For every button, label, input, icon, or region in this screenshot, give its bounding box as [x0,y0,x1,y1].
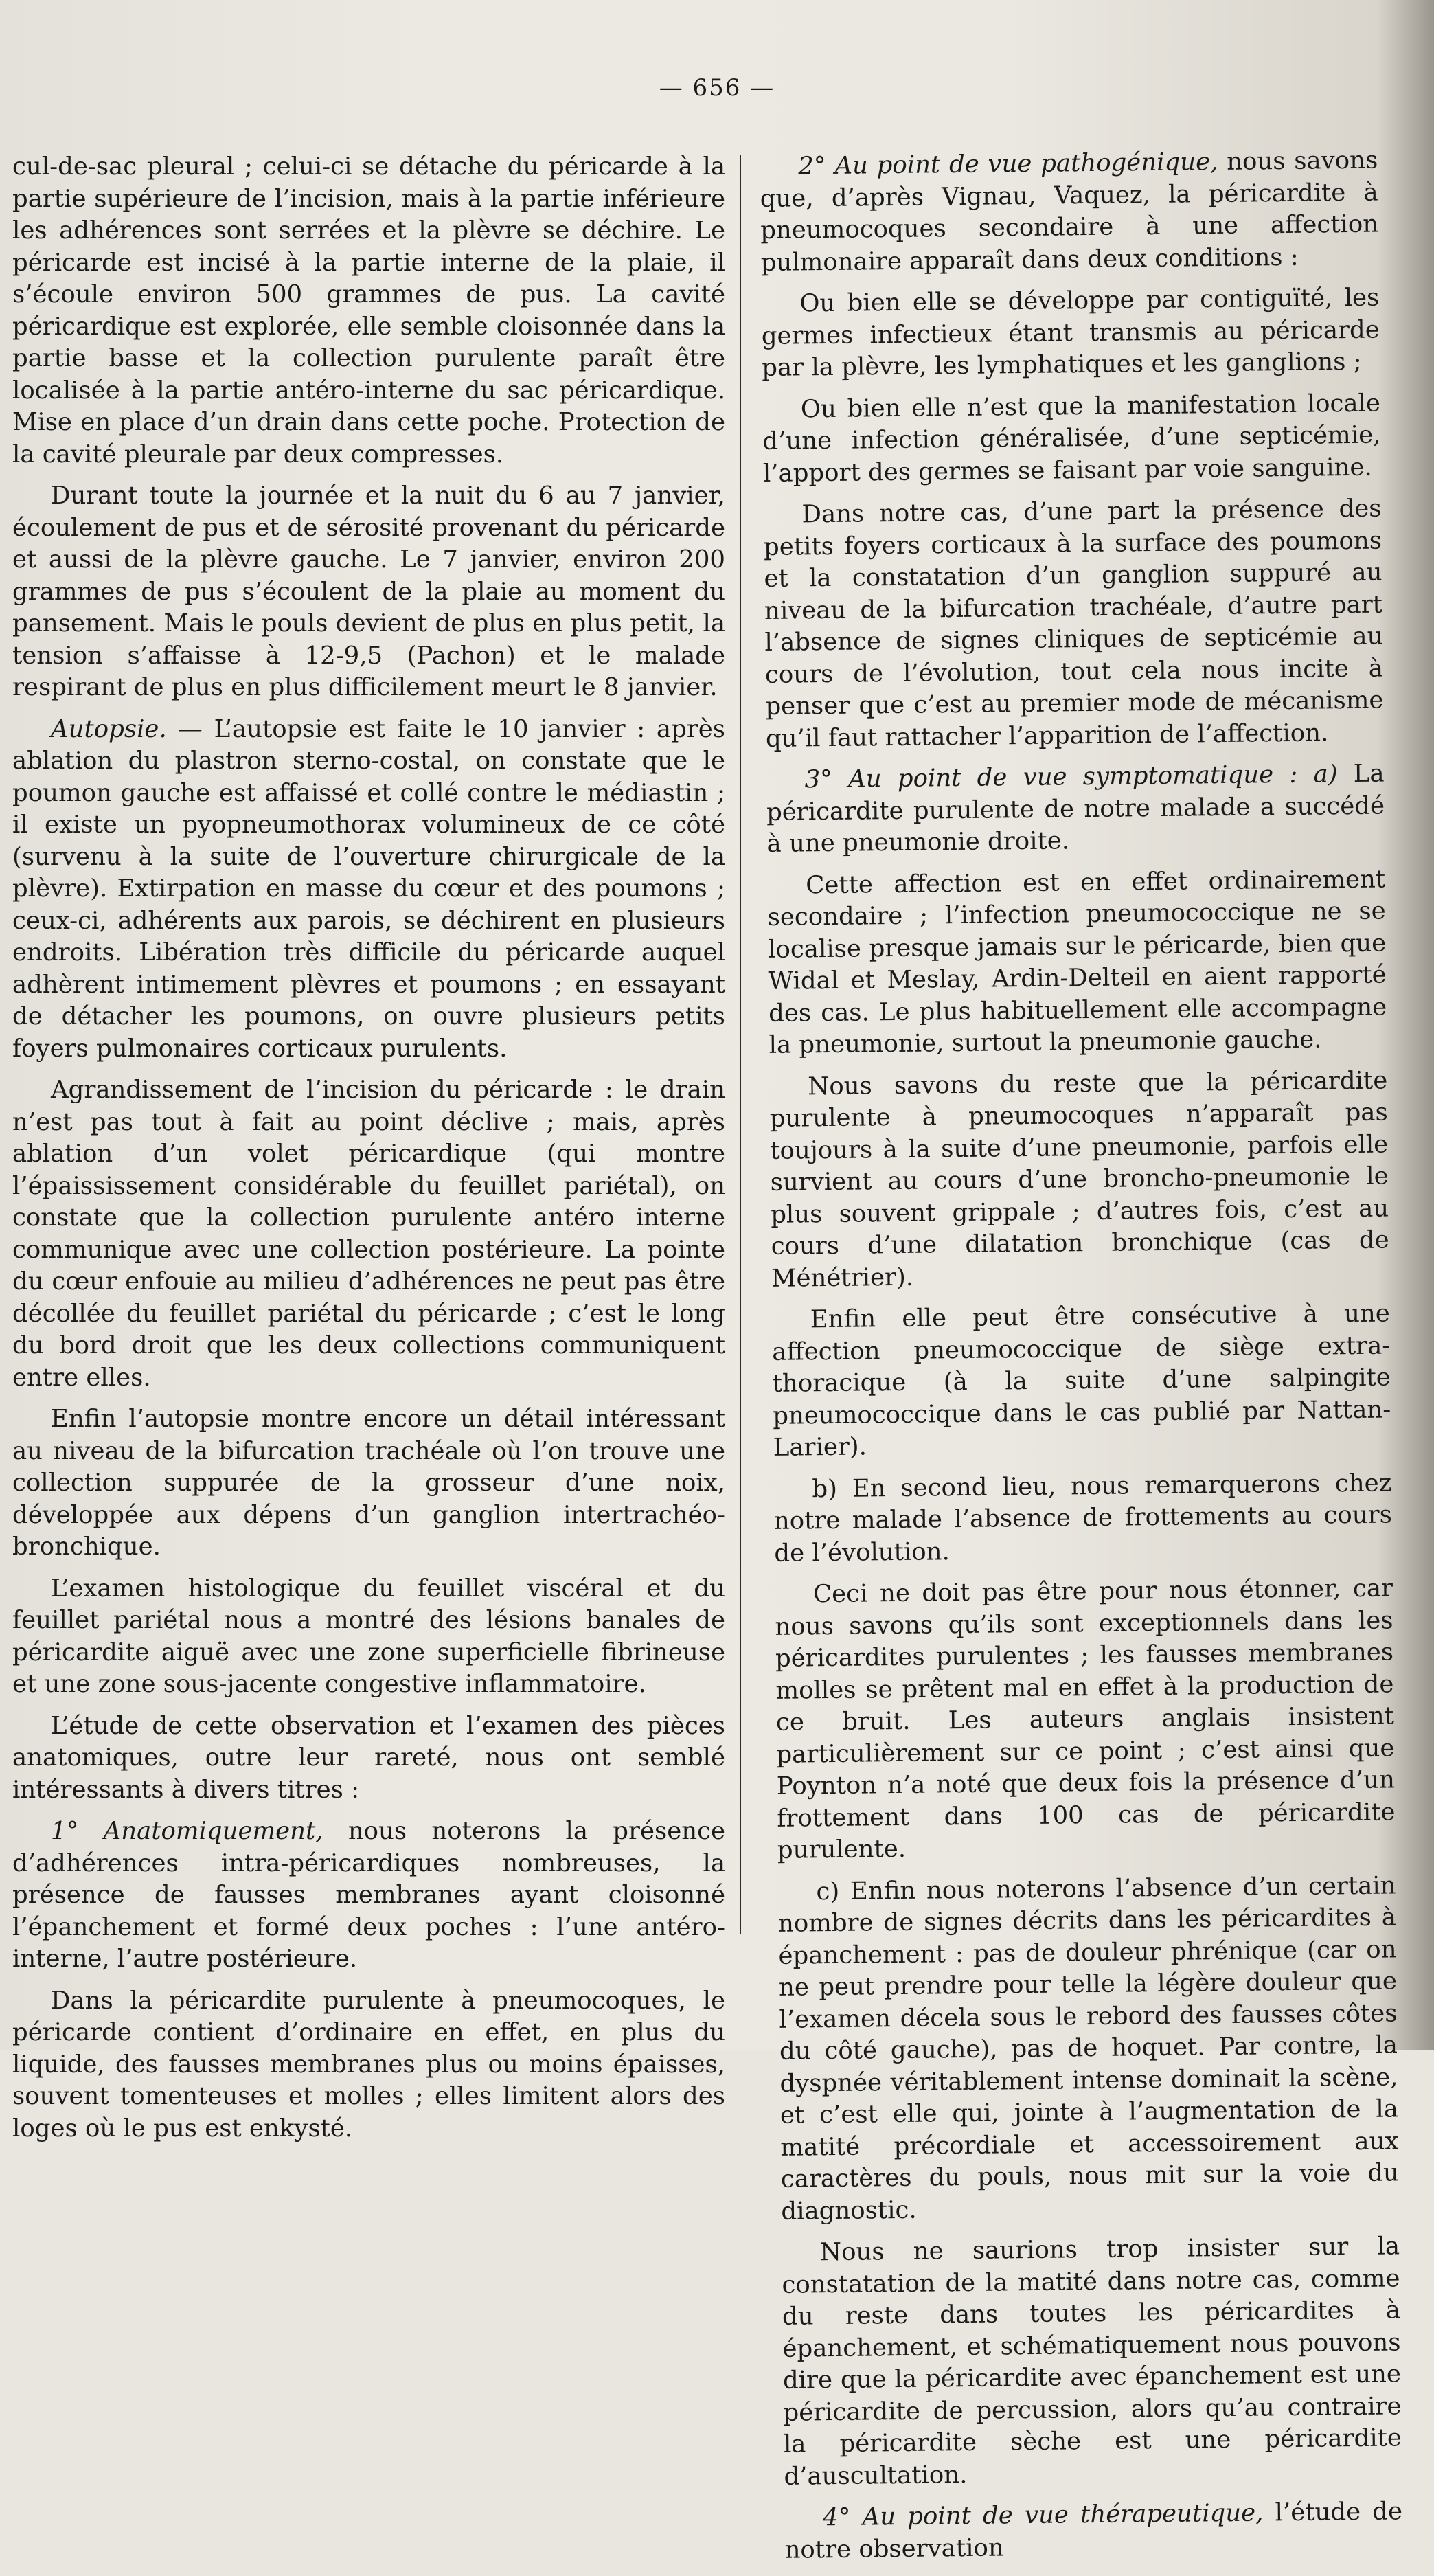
paragraph: Autopsie. — L’autopsie est faite le 10 janvier : après ablation du plastron sterno-costal, on constate que le poumon gauche est affaissé et collé contre le médiastin ; il existe un pyopneumothorax volumineux de ce côté (survenu à la suite de l’ouverture chirurgicale de la plèvre). Extirpation en masse du cœur et des poumons ; ceux-ci, adhérents aux parois, se déchirent en plusieurs endroits. Libération très difficile du péricarde auquel adhèrent intimement plèvres et poumons ; en essayant de détacher les poumons, on ouvre plusieurs petits foyers pulmonaires corticaux purulents. [12,714,726,1063]
paragraph: 3° Au point de vue symptomatique : a) La péricardite purulente de notre malade a succédé à une pneumonie droite. [766,759,1385,858]
paragraph: Agrandissement de l’incision du péricarde : le drain n’est pas tout à fait au point déclive ; mais, après ablation d’un volet péricardique (qui montre l’épaississement considérable du feuillet pariétal), on constate que la collection purulente antéro interne communique avec une collection postérieure. La pointe du cœur enfouie au milieu d’adhérences ne peut pas être décollée du feuillet pariétal du péricarde ; c’est le long du bord droit que les deux collections communiquent entre elles. [12,1076,725,1392]
paragraph: b) En second lieu, nous remarquerons chez notre malade l’absence de frottements au cours de l’évolution. [773,1468,1393,1568]
right-column [760,145,1403,2576]
section-lead: 2° Au point de vue pathogénique, [798,148,1218,181]
page-number: — 656 — [659,74,775,102]
paragraph: Dans notre cas, d’une part la présence des petits foyers corticaux à la surface des poumons et la constatation d’un ganglion suppuré au niveau de la bifurcation trachéale, d’autre part l’absence de signes cliniques de septicémie au cours de l’évolution, tout cela nous incite à penser que c’est au premier mode de mécanisme qu’il faut rattacher l’apparition de l’affection. [763,494,1384,753]
paragraph: 1° Anatomiquement, nous noterons la présence d’adhérences intra-péricardiques nombreuses, la présence de fausses membranes ayant cloisonné l’épanchement et formé deux poches : l’une antéro-interne, l’autre postérieure. [12,1817,725,1973]
section-lead: 4° Au point de vue thérapeutique, [822,2498,1264,2532]
paragraph: 4° Au point de vue thérapeutique, l’étude de notre observation [784,2497,1403,2564]
paragraph: L’étude de cette observation et l’examen des pièces anatomiques, outre leur rareté, nous ont semblé intéressants à divers titres : [12,1711,725,1804]
paragraph: Ou bien elle se développe par contiguïté, les germes infectieux étant transmis au péricarde par la plèvre, les lymphatiques et les ganglions ; [761,283,1380,382]
section-lead: Autopsie. — [51,714,203,743]
paragraph: L’examen histologique du feuillet viscéral et du feuillet pariétal nous a montré des lésions banales de péricardite aiguë avec une zone superficielle fibrineuse et une zone sous-jacente congestive inflammatoire. [12,1574,725,1698]
paragraph: Enfin elle peut être consécutive à une affection pneumococcique de siège extra-thoracique (à la suite d’une salpingite pneumococcique dans le cas publié par Nattan-Larier). [772,1299,1391,1462]
paragraph: Dans la péricardite purulente à pneumocoques, le péricarde contient d’ordinaire en effet, en plus du liquide, des fausses membranes plus ou moins épaisses, souvent tomenteuses et molles ; elles limitent alors des loges où le pus est enkysté. [12,1986,725,2143]
paragraph: Cette affection est en effet ordinairement secondaire ; l’infection pneumococcique ne se localise presque jamais sur le péricarde, bien que Widal et Meslay, Ardin-Delteil en aient rapporté des cas. Le plus habituellement elle accompagne la pneumonie, surtout la pneumonie gauche. [767,865,1387,1059]
paragraph: Ceci ne doit pas être pour nous étonner, car nous savons qu’ils sont exceptionnels dans les péricardites purulentes ; les fausses membranes molles se prêtent mal en effet à la production de ce bruit. Les auteurs anglais insistent particulièrement sur ce point ; c’est ainsi que Poynton n’a noté que deux fois la présence d’un frottement dans 100 cas de péricardite purulente. [775,1574,1396,1864]
paragraph: c) Enfin nous noterons l’absence d’un certain nombre de signes décrits dans les péricardites à épanchement : pas de douleur phrénique (car on ne peut prendre pour telle la légère douleur que l’examen décela sous le rebord des fausses côtes du côté gauche), pas de hoquet. Par contre, la dyspnée véritablement intense dominait la scène, et c’est elle qui, jointe à l’augmentation de la matité précordiale et accessoirement aux caractères du pouls, nous mit sur la voie du diagnostic. [777,1871,1400,2226]
paragraph: cul-de-sac pleural ; celui-ci se détache du péricarde à la partie supérieure de l’incision, mais à la partie inférieure les adhérences sont serrées et la plèvre se déchire. Le péricarde est incisé à la partie interne de la plaie, il s’écoule environ 500 grammes de pus. La cavité péricardique est explorée, elle semble cloisonnée dans la partie basse et la collection purulente paraît être localisée à la partie antéro-interne du sac péricardique. Mise en place d’un drain dans cette poche. Protection de la cavité pleurale par deux compresses. [12,152,725,468]
left-column [12,151,725,2154]
paragraph: Enfin l’autopsie montre encore un détail intéressant au niveau de la bifurcation trachéale où l’on trouve une collection suppurée de la grosseur d’une noix, développée aux dépens d’un ganglion intertrachéo-bronchique. [12,1405,725,1561]
paragraph: Ou bien elle n’est que la manifestation locale d’une infection généralisée, d’une septicémie, l’apport des germes se faisant par voie sanguine. [762,389,1381,488]
section-lead: 1° Anatomiquement, [51,1817,323,1845]
paragraph: Nous savons du reste que la péricardite purulente à pneumocoques n’apparaît pas toujours à la suite d’une pneumonie, parfois elle survient au cours d’une broncho-pneumonie le plus souvent grippale ; d’autres fois, c’est au cours d’une dilatation bronchique (cas de Ménétrier). [769,1066,1389,1293]
paragraph: Durant toute la journée et la nuit du 6 au 7 janvier, écoulement de pus et de sérosité provenant du péricarde et aussi de la plèvre gauche. Le 7 janvier, environ 200 grammes de pus s’écoulent de la plaie au moment du pansement. Mais le pouls devient de plus en plus petit, la tension s’affaisse à 12-9,5 (Pachon) et le malade respirant de plus en plus difficilement meurt le 8 janvier. [12,482,725,701]
paragraph: Nous ne saurions trop insister sur la constatation de la matité dans notre cas, comme du reste dans toutes les péricardites à épanchement, et schématiquement nous pouvons dire que la péricardite avec épanchement est une péricardite de percussion, alors qu’au contraire la péricardite sèche est une péricardite d’auscultation. [782,2232,1402,2491]
paragraph: 2° Au point de vue pathogénique, nous savons que, d’après Vignau, Vaquez, la péricardite à pneumocoques secondaire à une affection pulmonaire apparaît dans deux conditions : [760,146,1379,277]
section-lead: 3° Au point de vue symptomatique : a) [804,760,1338,794]
column-divider [740,155,741,1934]
